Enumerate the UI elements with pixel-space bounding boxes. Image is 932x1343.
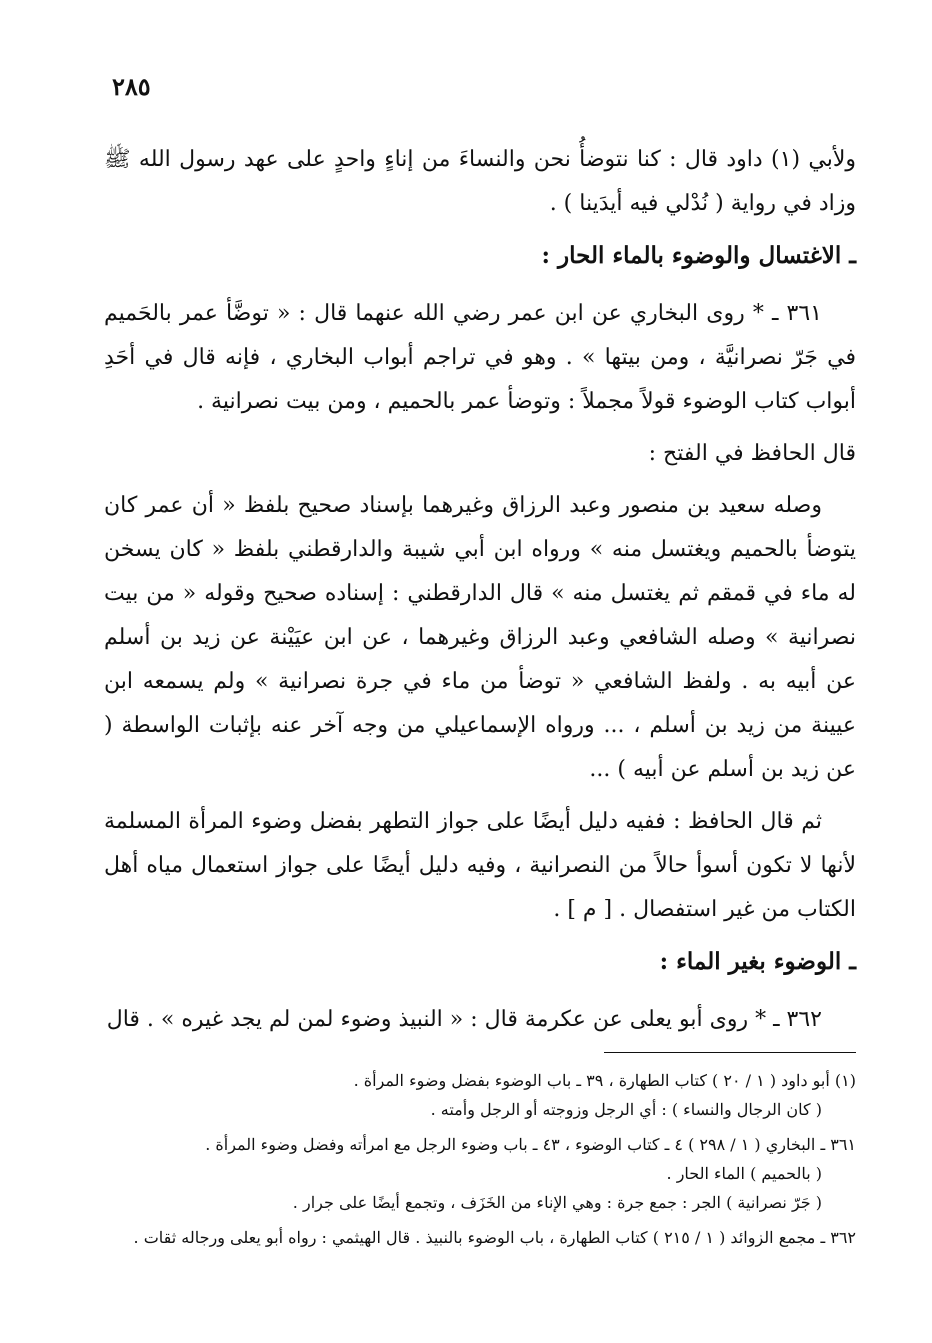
paragraph-al-hafiz-comment: ثم قال الحافظ : ففيه دليل أيضًا على جواز التطهر بفضل وضوء المرأة المسلمة لأنها لا تكون أسوأ حالاً من النصرانية ، وفيه دليل أيضًا على جواز استعمال مياه أهل الكتاب من غير استفصال . [ م ] .	[104, 809, 856, 922]
footnote-361-gloss-1: ( بالحميم ) الماء الحار .	[666, 1164, 822, 1183]
footnote-divider	[604, 1052, 856, 1053]
footnotes	[104, 1066, 856, 1252]
heading-hot-water: ـ الاغتسال والوضوء بالماء الحار :	[541, 242, 856, 269]
footnote-1: (١) أبو داود ( ١ / ٢٠ ) كتاب الطهارة ، ٣٩ ـ باب الوضوء بفضل وضوء المرأة .	[353, 1071, 856, 1090]
footnote-361: ٣٦١ ـ البخاري ( ١ / ٢٩٨ ) ٤ ـ كتاب الوضوء ، ٤٣ ـ باب وضوء الرجل مع امرأته وفضل وضوء المرأة .	[205, 1135, 856, 1154]
main-text	[104, 138, 856, 1050]
paragraph-abu-dawud: ولأبي (١) داود قال : كنا نتوضأُ نحن والنساءَ من إناءٍ واحدٍ على عهد رسول الله ﷺ وزاد في رواية ( نُدْلي فيه أيدَينا ) .	[104, 147, 856, 216]
footnote-361-gloss-2: ( جَرّ نصرانية ) الجر : جمع جرة : وهي الإناء من الخَزَف ، وتجمع أيضًا على جرار .	[292, 1193, 822, 1212]
page-number: ٢٨٥	[112, 72, 151, 101]
paragraph-hadith-362: ٣٦٢ ـ * روى أبو يعلى عن عكرمة قال : « النبيذ وضوء لمن لم يجد غيره » . قال	[106, 1007, 822, 1032]
heading-non-water: ـ الوضوء بغير الماء :	[659, 948, 856, 975]
paragraph-fath-quote: وصله سعيد بن منصور وعبد الرزاق وغيرهما بإسناد صحيح بلفظ « أن عمر كان يتوضأ بالحميم ويغتسل منه » ورواه ابن أبي شيبة والدارقطني بلفظ « كان يسخن له ماء في قمقم ثم يغتسل منه » قال الدارقطني : إسناده صحيح وقوله « من بيت نصرانية » وصله الشافعي وعبد الرزاق وغيرهما ، عن ابن عيَيْنة عن زيد بن أسلم عن أبيه به . ولفظ الشافعي « توضأ من ماء في جرة نصرانية » ولم يسمعه ابن عيينة من زيد بن أسلم ، ... ورواه الإسماعيلي من وجه آخر عنه بإثبات الواسطة ( عن زيد بن أسلم عن أبيه ) ...	[104, 493, 856, 782]
paragraph-al-hafiz-intro: قال الحافظ في الفتح :	[648, 441, 856, 466]
footnote-1-gloss: ( كان الرجال والنساء ) : أي الرجل وزوجته أو الرجل وأمته .	[430, 1100, 822, 1119]
footnote-362: ٣٦٢ ـ مجمع الزوائد ( ١ / ٢١٥ ) كتاب الطهارة ، باب الوضوء بالنبيذ . قال الهيثمي : رواه أبو يعلى ورجاله ثقات .	[133, 1228, 856, 1247]
paragraph-hadith-361: ٣٦١ ـ * روى البخاري عن ابن عمر رضي الله عنهما قال : « توضَّأ عمر بالحَميم في جَرّ نصرانيَّة ، ومن بيتها » . وهو في تراجم أبواب البخاري ، فإنه قال في أحَدِ أبواب كتاب الوضوء قولاً مجملاً : وتوضأ عمر بالحميم ، ومن بيت نصرانية .	[104, 301, 856, 414]
